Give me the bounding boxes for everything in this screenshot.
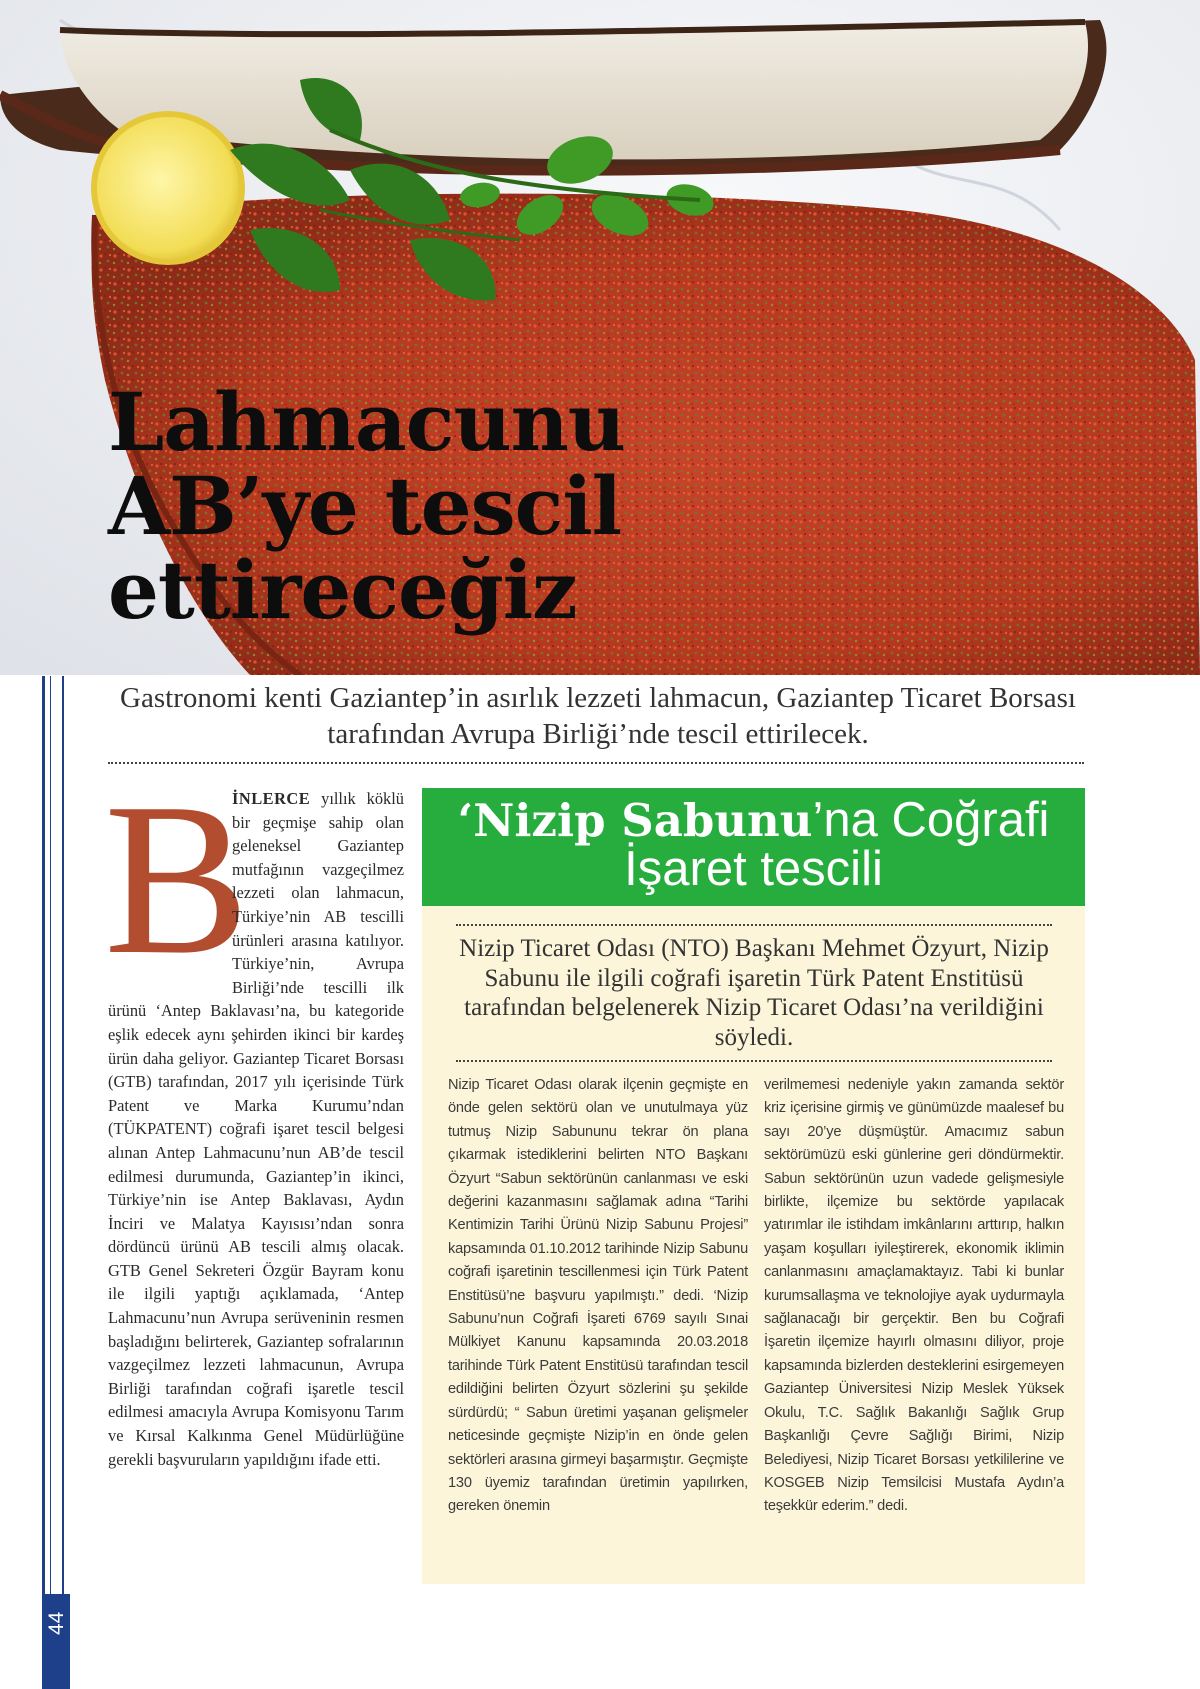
article-body-text: yıllık köklü bir geçmişe sahip olan geleneksel Gaziantep mutfağının vazgeçilmez lezzeti olan lahmacun, Türkiye’nin AB tescilli ürünleri arasına katılıyor. Türkiye’nin, Avrupa Birliği’nde tescilli ilk ürünü ‘Antep Baklavası’na, bu kategoride eşlik edecek aynı şehirden ikinci bir kardeş ürün daha geliyor. Gaziantep Ticaret Borsası (GTB) tarafından, 2017 yılı içerisinde Türk Patent ve Marka Kurumu’ndan (TÜKPATENT) coğrafi işaret tescil belgesi alınan Antep Lahmacunu’nun AB’de tescil edilmesi durumunda, Gaziantep’in ikinci, Türkiye’nin ise Antep Baklavası, Aydın İnciri ve Malatya Kayısısı’ndan sonra dördüncü ürünü AB tescili almış olacak. GTB Genel Sekreteri Özgür Bayram konu ile ilgili yaptığı açıklamada, ‘Antep Lahmacunu’nun Avrupa serüveninin resmen başladığını belirterek, Gaziantep sofralarının vazgeçilmez lezzeti lahmacunun, Avrupa Birliği tarafından coğrafi işaretle tescil edilmesi amacıyla Avrupa Komisyonu Tarım ve Kırsal Kalkınma Genel Müdürlüğüne gerekli başvuruların yapıldığını ifade etti.	[108, 789, 404, 1469]
dotted-divider	[108, 762, 1084, 764]
headline-line-2: AB’ye tescil	[108, 459, 622, 553]
sidebar-header	[422, 788, 1085, 906]
sidebar-title-bold: ‘Nizip Sabunu	[457, 794, 813, 847]
left-margin-rule	[50, 676, 51, 1689]
sidebar-box	[422, 788, 1085, 1584]
left-margin-rule	[42, 676, 45, 1689]
dotted-divider	[456, 924, 1052, 926]
page-number: 44	[45, 1611, 68, 1635]
left-margin-rule	[62, 676, 64, 1689]
sidebar-title-rest: ’na Coğrafi	[812, 793, 1050, 847]
sidebar-column-2: verilmemesi nedeniyle yakın zamanda sektör kriz içerisine girmiş ve günümüzde maalesef bu sayı 20’ye düşmüştür. Amacımız sabun sektörümüzü eski günlerine geri döndürmektir. Sabun sektörünün uzun vadede gelişmesiyle birlikte, ilçemize bu sektörde yapılacak yatırımlar ile istihdam imkânlarını arttırıp, halkın yaşam koşulları iyileştirerek, ekonomik iklimin canlanmasını amaçlamaktayız. Tabi ki bunlar kurumsallaşma ve teknolojiye ayak uydurmayla sağlanacağı bir gerçektir. Ben bu Coğrafi İşaretin ilçemize hayırlı olmasını diliyor, proje kapsamında bizlerden desteklerini esirgemeyen Gaziantep Üniversitesi Nizip Meslek Yüksek Okulu, T.C. Sağlık Bakanlığı Sağlık Grup Başkanlığı Çevre Sağlığı Birimi, Nizip Belediyesi, Nizip Ticaret Borsası yetkililerine ve KOSGEB Nizip Temsilcisi Mustafa Aydın’a teşekkür ederim.” dedi.	[764, 1077, 1064, 1515]
sidebar-title-line-2: İşaret tescili	[624, 842, 883, 896]
article-lead: Gastronomi kenti Gaziantep’in asırlık lezzeti lahmacun, Gaziantep Ticaret Borsası tarafından Avrupa Birliği’nde tescil ettirilecek.	[120, 682, 1076, 750]
drop-cap: B	[104, 759, 250, 1000]
dotted-divider	[456, 1060, 1052, 1062]
headline-line-3: ettireceğiz	[108, 543, 577, 637]
sidebar-lead: Nizip Ticaret Odası (NTO) Başkanı Mehmet Özyurt, Nizip Sabunu ile ilgili coğrafi işaretin Türk Patent Enstitüsü tarafından belgelenerek Nizip Ticaret Odası’na verildiğini söyledi.	[459, 935, 1049, 1051]
sidebar-title	[422, 793, 1085, 896]
page-headline	[108, 375, 668, 637]
headline-line-1: Lahmacunu	[108, 375, 625, 469]
article-body	[108, 787, 404, 1471]
sidebar-column-1: Nizip Ticaret Odası olarak ilçenin geçmişte en önde gelen sektörü olan ve unutulmaya yüz tutmuş Nizip Sabununu tekrar ön plana çıkarmak istediklerini belirten NTO Başkanı Özyurt “Sabun sektörünün canlanması ve eski değerini kazanmasını sağlamak adına “Tarihi Kentimizin Tarihi Ürünü Nizip Sabunu Projesi” kapsamında 01.10.2012 tarihinde Nizip Sabunu coğrafi işaretinin tescillenmesi için Türk Patent Enstitüsü’ne başvuru yapılmıştı.” dedi. ‘Nizip Sabunu’nun Coğrafi İşareti 6769 sayılı Sınai Mülkiyet Kanunu kapsamında 20.03.2018 tarihinde Türk Patent Enstitüsü tarafından tescil edildiğini belirten Özyurt sözlerini şu şekilde sürdürdü; “ Sabun üretimi yaşanan gelişmeler neticesinde geçmişte Nizip’in en önde gelen sektörleri arasına girmeyi başarmıştır. Geçmişte 130 üyemiz tarafından üretimin yapılırken, gereken önemin	[448, 1077, 748, 1515]
article-lead-word: İNLERCE	[232, 789, 311, 808]
